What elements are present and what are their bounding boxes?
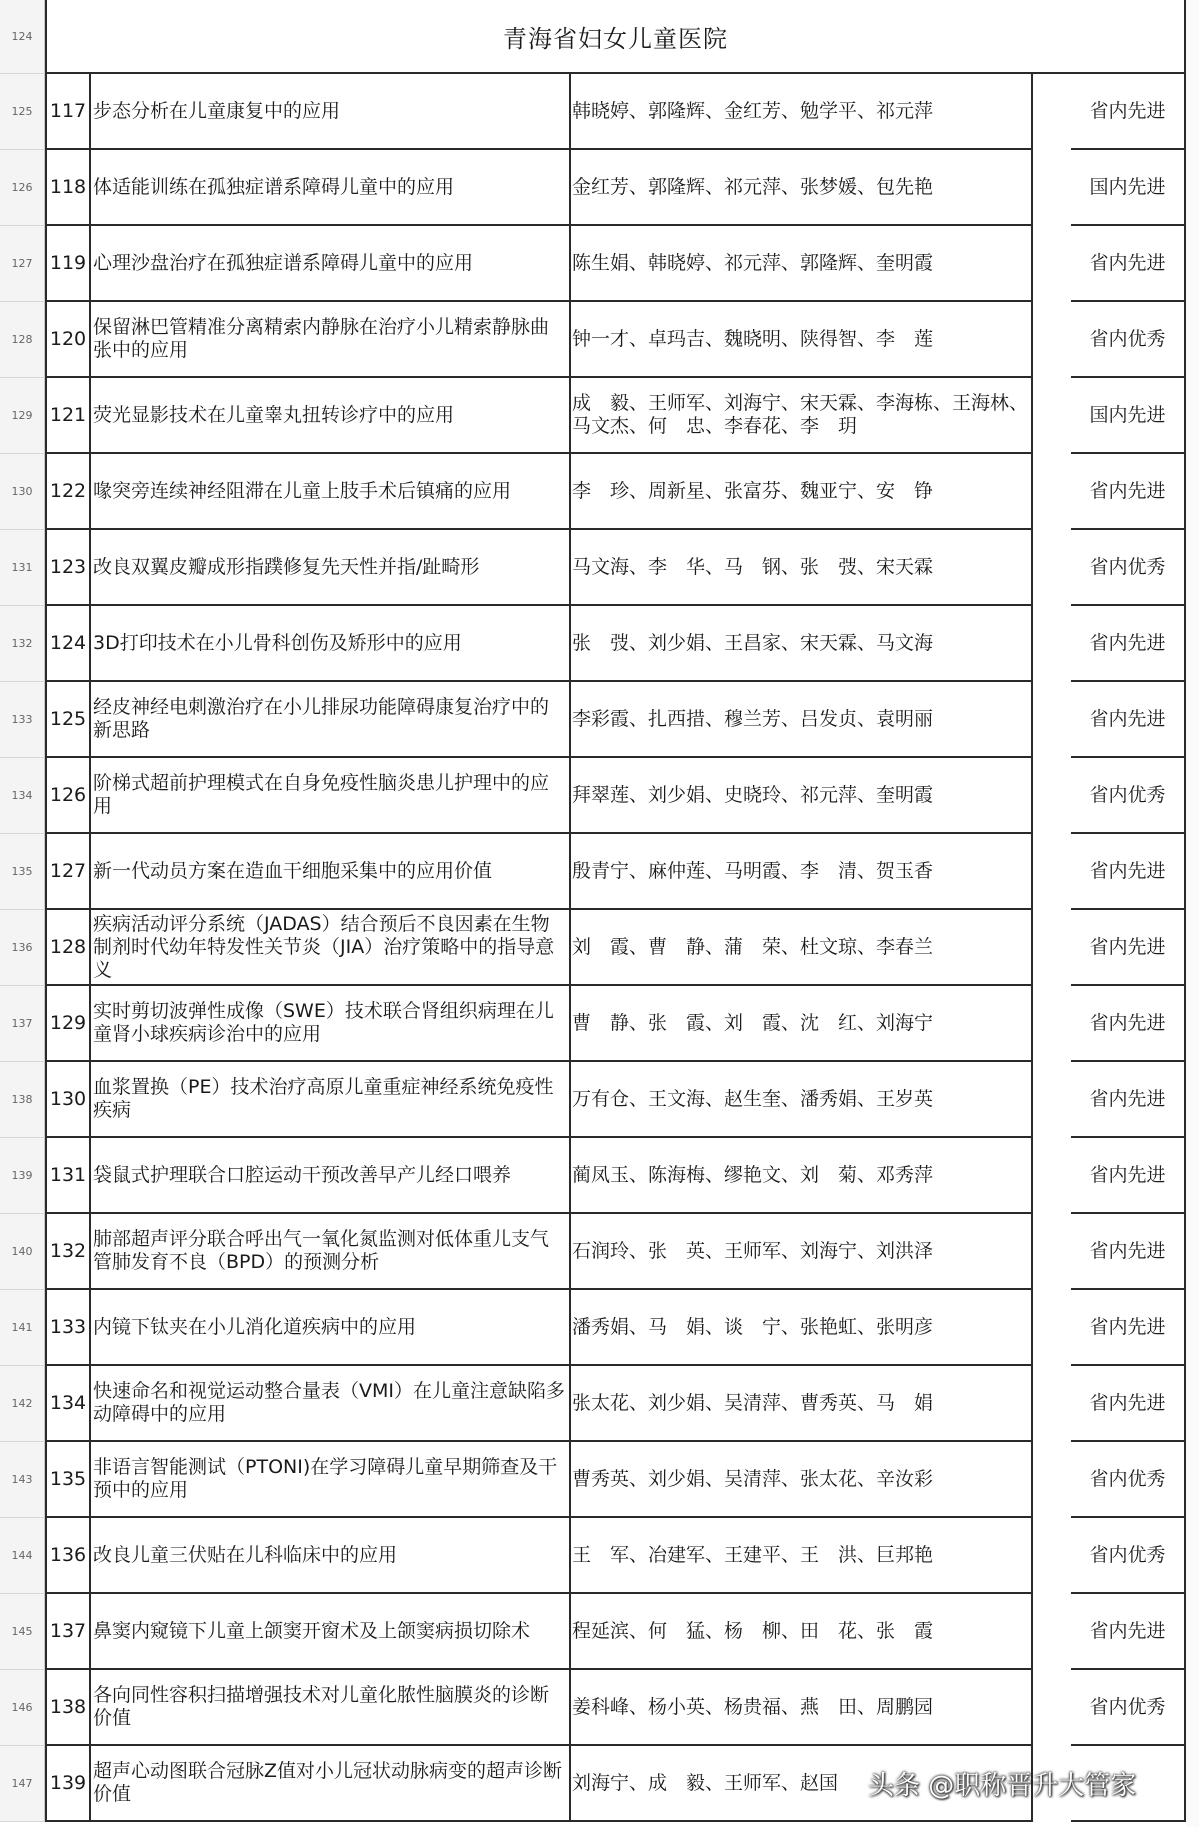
project-name-cell-text: 步态分析在儿童康复中的应用 [93,99,341,122]
authors-cell[interactable] [569,454,1033,530]
level-cell[interactable] [1071,1138,1186,1214]
authors-cell[interactable] [569,150,1033,226]
item-number-cell-text: 119 [49,251,87,274]
item-number-cell-text: 133 [49,1315,87,1338]
authors-cell[interactable] [569,1290,1033,1366]
level-cell[interactable] [1071,1214,1186,1290]
authors-cell-text: 金红芳、郭隆辉、祁元萍、张梦媛、包先艳 [572,175,934,198]
level-cell[interactable] [1071,226,1186,302]
level-cell[interactable] [1071,682,1186,758]
project-name-cell-text: 各向同性容积扫描增强技术对儿童化脓性脑膜炎的诊断价值 [93,1684,550,1729]
item-number-cell[interactable] [45,1670,91,1746]
item-number-cell-text: 127 [49,859,87,882]
item-number-cell[interactable] [45,1594,91,1670]
level-cell-text: 省内优秀 [1089,327,1166,350]
project-name-cell[interactable] [89,910,571,986]
project-name-cell-text: 改良儿童三伏贴在儿科临床中的应用 [93,1543,398,1566]
item-number-cell[interactable] [45,1518,91,1594]
item-number-cell-text: 120 [49,327,87,350]
item-number-cell[interactable] [45,1214,91,1290]
project-name-cell[interactable] [89,378,571,454]
row-header[interactable]: 129 [0,378,45,454]
item-number-cell[interactable] [45,834,91,910]
authors-cell[interactable] [569,1594,1033,1670]
project-name-cell[interactable] [89,606,571,682]
level-cell-text: 省内先进 [1089,479,1166,502]
project-name-cell-text: 非语言智能测试（PTONI)在学习障碍儿童早期筛查及干预中的应用 [93,1456,558,1501]
item-number-cell-text: 129 [49,1011,87,1034]
row-header[interactable]: 138 [0,1062,45,1138]
item-number-cell[interactable] [45,454,91,530]
authors-cell-text: 张太花、刘少娟、吴清萍、曹秀英、马 娟 [572,1391,934,1414]
authors-cell-text: 程延滨、何 猛、杨 柳、田 花、张 霞 [572,1619,934,1642]
project-name-cell-text: 实时剪切波弹性成像（SWE）技术联合肾组织病理在儿童肾小球疾病诊治中的应用 [93,1000,554,1045]
item-number-cell-text: 126 [49,783,87,806]
item-number-cell[interactable] [45,530,91,606]
authors-cell-text: 潘秀娟、马 娟、谈 宁、张艳虹、张明彦 [572,1315,934,1338]
authors-cell[interactable] [569,530,1033,606]
project-name-cell-text: 疾病活动评分系统（JADAS）结合预后不良因素在生物制剂时代幼年特发性关节炎（JIA）治疗策略中的指导意义 [93,912,555,981]
project-name-cell-text: 超声心动图联合冠脉Z值对小儿冠状动脉病变的超声诊断价值 [93,1760,563,1805]
level-cell[interactable] [1071,1518,1186,1594]
project-name-cell-text: 袋鼠式护理联合口腔运动干预改善早产儿经口喂养 [93,1163,512,1186]
hospital-title: 青海省妇女儿童医院 [45,0,1186,74]
project-name-cell-text: 经皮神经电刺激治疗在小儿排尿功能障碍康复治疗中的新思路 [93,696,550,741]
level-cell-text: 省内优秀 [1089,1695,1166,1718]
authors-cell[interactable] [569,1214,1033,1290]
row-header[interactable]: 127 [0,226,45,302]
authors-cell-text: 殷青宁、麻仲莲、马明霞、李 清、贺玉香 [572,859,934,882]
level-cell-text: 省内先进 [1089,1239,1166,1262]
row-header[interactable]: 137 [0,986,45,1062]
authors-cell-text: 姜科峰、杨小英、杨贵福、燕 田、周鹏园 [572,1695,934,1718]
item-number-cell-text: 138 [49,1695,87,1718]
project-name-cell[interactable] [89,1214,571,1290]
project-name-cell-text: 体适能训练在孤独症谱系障碍儿童中的应用 [93,175,455,198]
level-cell[interactable] [1071,530,1186,606]
level-cell-text: 省内先进 [1089,935,1166,958]
level-cell-text: 省内优秀 [1089,1467,1166,1490]
item-number-cell-text: 132 [49,1239,87,1262]
project-name-cell[interactable] [89,1518,571,1594]
project-name-cell[interactable] [89,1746,571,1822]
item-number-cell[interactable] [45,1442,91,1518]
level-cell-text: 省内先进 [1089,1391,1166,1414]
project-name-cell-text: 血浆置换（PE）技术治疗高原儿童重症神经系统免疫性疾病 [93,1076,554,1121]
project-name-cell[interactable] [89,986,571,1062]
authors-cell-text: 曹秀英、刘少娟、吴清萍、张太花、辛汝彩 [572,1467,934,1490]
project-name-cell-text: 新一代动员方案在造血干细胞采集中的应用价值 [93,859,493,882]
item-number-cell-text: 131 [49,1163,87,1186]
item-number-cell-text: 139 [49,1771,87,1794]
authors-cell-text: 马文海、李 华、马 钢、张 弢、宋天霖 [572,555,934,578]
authors-cell[interactable] [569,910,1033,986]
project-name-cell-text: 阶梯式超前护理模式在自身免疫性脑炎患儿护理中的应用 [93,772,550,817]
item-number-cell[interactable] [45,682,91,758]
row-header[interactable]: 136 [0,910,45,986]
authors-cell-text: 曹 静、张 霞、刘 霞、沈 红、刘海宁 [572,1011,934,1034]
authors-cell[interactable] [569,74,1033,150]
project-name-cell[interactable] [89,1062,571,1138]
project-name-cell-text: 内镜下钛夹在小儿消化道疾病中的应用 [93,1315,417,1338]
project-name-cell-text: 保留淋巴管精准分离精索内静脉在治疗小儿精索静脉曲张中的应用 [93,316,550,361]
row-header[interactable]: 126 [0,150,45,226]
level-cell-text: 省内先进 [1089,1087,1166,1110]
authors-cell-text: 万有仓、王文海、赵生奎、潘秀娟、王岁英 [572,1087,934,1110]
item-number-cell-text: 125 [49,707,87,730]
row-header[interactable]: 128 [0,302,45,378]
item-number-cell[interactable] [45,302,91,378]
project-name-cell[interactable] [89,1594,571,1670]
item-number-cell-text: 117 [49,99,87,122]
level-cell[interactable] [1071,150,1186,226]
level-cell-text: 国内先进 [1089,175,1166,198]
row-header[interactable]: 124 [0,0,45,74]
authors-cell[interactable] [569,1670,1033,1746]
row-header[interactable]: 142 [0,1366,45,1442]
level-cell[interactable] [1071,1670,1186,1746]
project-name-cell[interactable] [89,454,571,530]
authors-cell-text: 陈生娟、韩晓婷、祁元萍、郭隆辉、奎明霞 [572,251,934,274]
project-name-cell[interactable] [89,1290,571,1366]
project-name-cell[interactable] [89,682,571,758]
row-header[interactable]: 135 [0,834,45,910]
authors-cell[interactable] [569,1518,1033,1594]
row-header[interactable]: 132 [0,606,45,682]
project-name-cell[interactable] [89,530,571,606]
project-name-cell[interactable] [89,1366,571,1442]
level-cell[interactable] [1071,834,1186,910]
project-name-cell[interactable] [89,1670,571,1746]
row-header[interactable]: 145 [0,1594,45,1670]
level-cell[interactable] [1071,1062,1186,1138]
authors-cell-text: 蔺凤玉、陈海梅、缪艳文、刘 菊、邓秀萍 [572,1163,934,1186]
project-name-cell-text: 快速命名和视觉运动整合量表（VMI）在儿童注意缺陷多动障碍中的应用 [93,1380,565,1425]
item-number-cell[interactable] [45,910,91,986]
project-name-cell-text: 3D打印技术在小儿骨科创伤及矫形中的应用 [93,631,462,654]
item-number-cell[interactable] [45,758,91,834]
project-name-cell-text: 鼻窦内窥镜下儿童上颌窦开窗术及上颌窦病损切除术 [93,1619,531,1642]
authors-cell[interactable] [569,226,1033,302]
level-cell-text: 省内优秀 [1089,1543,1166,1566]
item-number-cell[interactable] [45,606,91,682]
item-number-cell-text: 137 [49,1619,87,1642]
project-name-cell-text: 肺部超声评分联合呼出气一氧化氮监测对低体重儿支气管肺发育不良（BPD）的预测分析 [93,1228,550,1273]
level-cell-text: 省内先进 [1089,1011,1166,1034]
project-name-cell[interactable] [89,150,571,226]
row-header[interactable]: 143 [0,1442,45,1518]
row-header[interactable]: 125 [0,74,45,150]
authors-cell[interactable] [569,606,1033,682]
authors-cell[interactable] [569,1062,1033,1138]
authors-cell[interactable] [569,1366,1033,1442]
level-cell[interactable] [1071,1290,1186,1366]
watermark: 头条 @职称晋升大管家 [868,1771,1137,1801]
row-header[interactable]: 140 [0,1214,45,1290]
level-cell[interactable] [1071,1442,1186,1518]
sheet-edge [1186,0,1199,1827]
item-number-cell-text: 130 [49,1087,87,1110]
item-number-cell[interactable] [45,1062,91,1138]
authors-cell[interactable] [569,378,1033,454]
authors-cell-text: 刘海宁、成 毅、王师军、赵国 [572,1771,839,1794]
item-number-cell-text: 134 [49,1391,87,1414]
authors-cell-text: 石润玲、张 英、王师军、刘海宁、刘洪泽 [572,1239,934,1262]
authors-cell-text: 李彩霞、扎西措、穆兰芳、吕发贞、袁明丽 [572,707,934,730]
project-name-cell-text: 改良双翼皮瓣成形指蹼修复先天性并指/趾畸形 [93,555,480,578]
item-number-cell[interactable] [45,74,91,150]
row-header[interactable]: 133 [0,682,45,758]
authors-cell[interactable] [569,758,1033,834]
item-number-cell[interactable] [45,986,91,1062]
level-cell[interactable] [1071,606,1186,682]
level-cell-text: 省内先进 [1089,1163,1166,1186]
level-cell[interactable] [1071,302,1186,378]
level-cell-text: 省内先进 [1089,99,1166,122]
project-name-cell-text: 喙突旁连续神经阻滞在儿童上肢手术后镇痛的应用 [93,479,512,502]
authors-cell[interactable] [569,1442,1033,1518]
level-cell-text: 省内优秀 [1089,555,1166,578]
item-number-cell[interactable] [45,378,91,454]
item-number-cell[interactable] [45,150,91,226]
level-cell-text: 省内先进 [1089,631,1166,654]
authors-cell-text: 李 珍、周新星、张富芬、魏亚宁、安 铮 [572,479,934,502]
authors-cell-text: 张 弢、刘少娟、王昌家、宋天霖、马文海 [572,631,934,654]
level-cell[interactable] [1071,378,1186,454]
project-name-cell[interactable] [89,302,571,378]
item-number-cell[interactable] [45,1290,91,1366]
project-name-cell[interactable] [89,1442,571,1518]
level-cell[interactable] [1071,986,1186,1062]
project-name-cell[interactable] [89,1138,571,1214]
item-number-cell-text: 123 [49,555,87,578]
item-number-cell[interactable] [45,1366,91,1442]
row-header[interactable]: 144 [0,1518,45,1594]
item-number-cell-text: 118 [49,175,87,198]
authors-cell-text: 刘 霞、曹 静、蒲 荣、杜文琼、李春兰 [572,935,934,958]
level-cell-text: 省内优秀 [1089,783,1166,806]
item-number-cell[interactable] [45,1746,91,1822]
project-name-cell[interactable] [89,226,571,302]
item-number-cell-text: 124 [49,631,87,654]
item-number-cell-text: 128 [49,935,87,958]
row-header[interactable]: 147 [0,1746,45,1822]
row-header[interactable]: 131 [0,530,45,606]
level-cell[interactable] [1071,758,1186,834]
item-number-cell[interactable] [45,1138,91,1214]
authors-cell[interactable] [569,1138,1033,1214]
item-number-cell-text: 136 [49,1543,87,1566]
authors-cell[interactable] [569,834,1033,910]
project-name-cell-text: 心理沙盘治疗在孤独症谱系障碍儿童中的应用 [93,251,474,274]
authors-cell[interactable] [569,986,1033,1062]
level-cell-text: 省内先进 [1089,1315,1166,1338]
level-cell[interactable] [1071,74,1186,150]
level-cell[interactable] [1071,1594,1186,1670]
authors-cell-text: 韩晓婷、郭隆辉、金红芳、勉学平、祁元萍 [572,99,934,122]
level-cell[interactable] [1071,1366,1186,1442]
authors-cell[interactable] [569,302,1033,378]
authors-cell-text: 王 军、冶建军、王建平、王 洪、巨邦艳 [572,1543,934,1566]
project-name-cell[interactable] [89,74,571,150]
level-cell-text: 省内先进 [1089,1619,1166,1642]
project-name-cell-text: 荧光显影技术在儿童睾丸扭转诊疗中的应用 [93,403,455,426]
item-number-cell-text: 121 [49,403,87,426]
level-cell-text: 省内先进 [1089,859,1166,882]
level-cell-text: 省内先进 [1089,707,1166,730]
project-name-cell[interactable] [89,758,571,834]
authors-cell-text: 拜翠莲、刘少娟、史晓玲、祁元萍、奎明霞 [572,783,934,806]
row-header[interactable]: 134 [0,758,45,834]
row-header[interactable]: 141 [0,1290,45,1366]
level-cell[interactable] [1071,454,1186,530]
level-cell-text: 国内先进 [1089,403,1166,426]
row-header[interactable]: 146 [0,1670,45,1746]
level-cell[interactable] [1071,910,1186,986]
project-name-cell[interactable] [89,834,571,910]
authors-cell-text: 钟一才、卓玛吉、魏晓明、陕得智、李 莲 [572,327,934,350]
item-number-cell-text: 122 [49,479,87,502]
item-number-cell-text: 135 [49,1467,87,1490]
authors-cell[interactable] [569,682,1033,758]
authors-cell-text: 成 毅、王师军、刘海宁、宋天霖、李海栋、王海林、马文杰、何 忠、李春花、李 玥 [572,392,1029,437]
level-cell-text: 省内先进 [1089,251,1166,274]
row-header[interactable]: 139 [0,1138,45,1214]
row-header[interactable]: 130 [0,454,45,530]
item-number-cell[interactable] [45,226,91,302]
